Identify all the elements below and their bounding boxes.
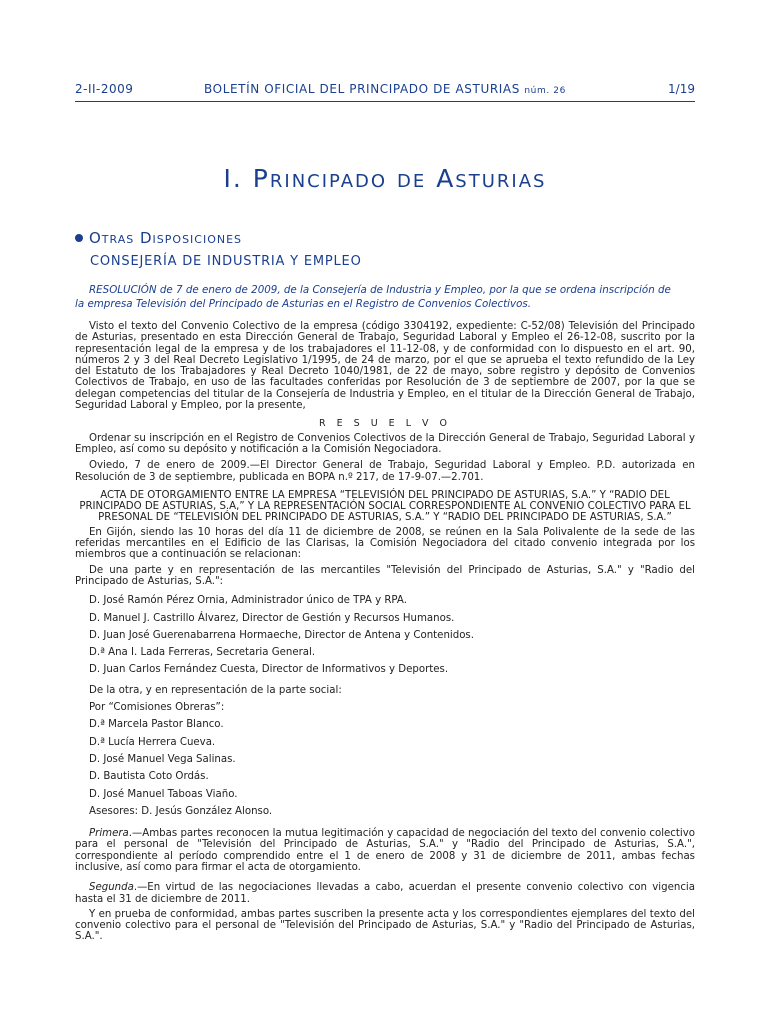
paragraph-ordenar: Ordenar su inscripción en el Registro de Convenios Colectivos de la Dirección General de Trabajo, Seguridad Laboral y Empleo, así como su depósito y notificación a la Comisión Negociadora. — [75, 432, 695, 455]
company-members-list — [75, 595, 695, 675]
clause-label: Primera — [89, 828, 129, 840]
list-item: D. José Manuel Vega Salinas. — [89, 753, 236, 765]
list-item: D. Manuel J. Castrillo Álvarez, Director de Gestión y Recursos Humanos. — [89, 612, 455, 624]
header-divider — [75, 101, 695, 102]
clause-text: .—En virtud de las negociaciones llevadas a cabo, acuerdan el presente convenio colectivo con vigencia hasta el 31 de diciembre de 2011. — [75, 882, 695, 905]
paragraph-una-parte: De una parte y en representación de las mercantiles "Televisión del Principado de Asturias, S.A." y "Radio del Principado de Asturias, S.A.": — [75, 564, 695, 587]
union-label: Por “Comisiones Obreras”: — [89, 702, 225, 714]
list-item: D. José Manuel Taboas Viaño. — [89, 788, 238, 800]
bullet-icon — [75, 234, 83, 242]
resuelvo-heading: R E S U E L V O — [319, 418, 451, 430]
acta-heading: ACTA DE OTORGAMIENTO ENTRE LA EMPRESA “TELEVISIÓN DEL PRINCIPADO DE ASTURIAS, S.A.” Y “RADIO DEL PRINCIPADO DE ASTURIAS, S.A,” Y LA REPRESENTACIÓN SOCIAL CORRESPONDIENTE AL CONVENIO COLECTIVO PARA EL PRESONAL DE “TELEVISIÓN DEL PRINCIPADO DE ASTURIAS, S.A.” Y “RADIO DEL PRINCIPADO DE ASTURIAS, S.A.” — [79, 489, 691, 524]
issue-number: núm. 26 — [524, 86, 566, 96]
list-item: D. Bautista Coto Ordás. — [89, 771, 209, 783]
list-item: D. Juan Carlos Fernández Cuesta, Director de Informativos y Deportes. — [89, 664, 449, 676]
paragraph-visto: Visto el texto del Convenio Colectivo de la empresa (código 3304192, expediente: C-52/08) Televisión del Principado de Asturias, presentado en esta Dirección General de Trabajo, Seguridad Laboral y Empleo el 26-12-08, suscrito por la representación legal de la empresa y de los trabajadores el 11-12-08, y de conformidad con lo dispuesto en el art. 90, números 2 y 3 del Real Decreto Legislativo 1/1995, de 24 de marzo, por el que se aprueba el texto refundido de la Ley del Estatuto de los Trabajadores y Real Decreto 1040/1981, de 22 de mayo, sobre registro y depósito de Convenios Colectivos de Trabajo, en uso de las facultades conferidas por Resolución de 3 de septiembre de 2007, por la que se delegan competencias del titular de la Consejería de Industria y Empleo, en el titular de la Dirección General de Trabajo, Seguridad Laboral y Empleo, por la presente, — [75, 321, 695, 412]
header-date: 2-II-2009 — [75, 82, 134, 96]
subsection-label: Otras Disposiciones — [89, 229, 243, 247]
document-body — [75, 321, 695, 943]
publication-title: BOLETÍN OFICIAL DEL PRINCIPADO DE ASTURIAS — [204, 82, 520, 96]
clause-label: Segunda — [89, 882, 134, 894]
paragraph-oviedo: Oviedo, 7 de enero de 2009.—El Director General de Trabajo, Seguridad Laboral y Empleo. P.D. autorizada en Resolución de 3 de septiembre, publicada en BOPA n.º 217, de 17-9-07.—2.701. — [75, 460, 695, 483]
social-members-list — [75, 719, 695, 799]
clause-text: .—Ambas partes reconocen la mutua legitimación y capacidad de negociación del texto del convenio colectivo para el personal de "Televisión del Principado de Asturias, S.A." y "Radio del Principado de Asturias, S.A.", correspondiente al período comprendido entre el 1 de enero de 2008 y 31 de diciembre de 2011, ambas fechas inclusive, así como para firmar el acta de otorgamiento. — [75, 828, 695, 873]
page-number: 1/19 — [668, 82, 695, 96]
resolution-line-1: RESOLUCIÓN de 7 de enero de 2009, de la Consejería de Industria y Empleo, por la que se ordena inscripción de — [89, 284, 671, 296]
publication-name — [75, 82, 695, 96]
resolution-line-2: la empresa Televisión del Principado de Asturias en el Registro de Convenios Colectivos. — [75, 297, 532, 310]
list-item: D.ª Marcela Pastor Blanco. — [89, 719, 224, 731]
page-header — [75, 82, 695, 100]
department-heading: CONSEJERÍA DE INDUSTRIA Y EMPLEO — [90, 254, 362, 269]
paragraph-gijon: En Gijón, siendo las 10 horas del día 11 de diciembre de 2008, se reúnen en la Sala Polivalente de la sede de las referidas mercantiles en el Edificio de las Clarisas, la Comisión Negociadora del citado convenio integrada por los miembros que a continuación se relacionan: — [75, 526, 695, 561]
list-item: D.ª Lucía Herrera Cueva. — [89, 736, 216, 748]
paragraph-primera — [75, 828, 695, 873]
list-item: D. Juan José Guerenabarrena Hormaeche, Director de Antena y Contenidos. — [89, 629, 474, 641]
list-item: D.ª Ana I. Lada Ferreras, Secretaria General. — [89, 647, 316, 659]
paragraph-conformidad: Y en prueba de conformidad, ambas partes suscriben la presente acta y los correspondientes ejemplares del texto del convenio colectivo para el personal de "Televisión del Principado de Asturias, S.A." y "Radio del Principado de Asturias, S.A.". — [75, 908, 695, 943]
resolution-summary — [75, 284, 695, 311]
paragraph-segunda — [75, 882, 695, 905]
advisors: Asesores: D. Jesús González Alonso. — [89, 805, 273, 817]
list-item: D. José Ramón Pérez Ornia, Administrador único de TPA y RPA. — [89, 595, 407, 607]
section-title: I. Principado de Asturias — [223, 164, 547, 193]
subsection-heading — [75, 229, 242, 247]
paragraph-otra-parte: De la otra, y en representación de la parte social: — [89, 684, 342, 696]
